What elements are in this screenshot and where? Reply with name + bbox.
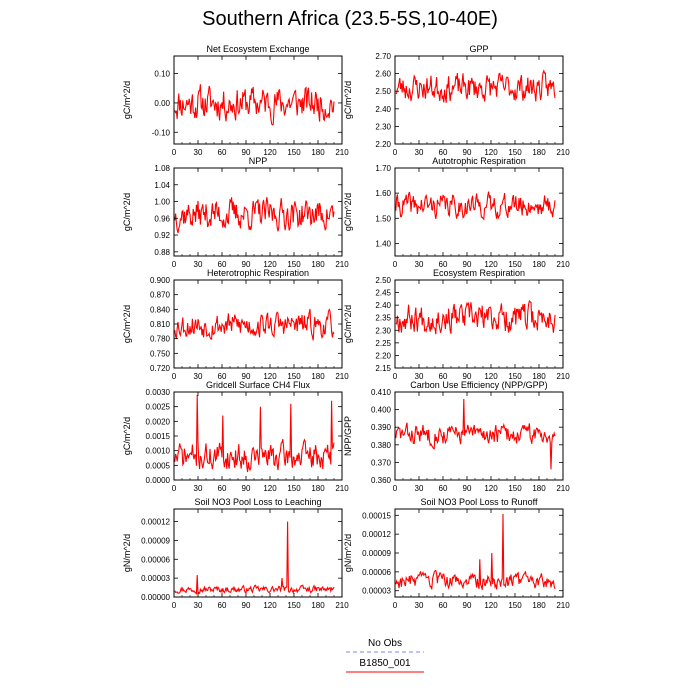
x-tick-label: 210 (556, 372, 570, 381)
y-axis-label: gN/m^2/d (343, 533, 353, 573)
x-tick-label: 0 (171, 372, 177, 381)
x-tick-label: 120 (263, 148, 277, 157)
panel-gpp (343, 44, 570, 157)
series-line-b1850-001 (396, 301, 555, 334)
page-title: Southern Africa (23.5-5S,10-40E) (202, 8, 498, 30)
series-line-b1850-001 (175, 309, 334, 340)
y-tick-label: 0.00012 (362, 530, 391, 540)
x-tick-label: 0 (392, 148, 398, 157)
x-tick-label: 60 (438, 601, 448, 610)
y-axis-label: gC/m^2/d (122, 416, 132, 456)
y-tick-label: 0.0015 (145, 432, 170, 441)
x-tick-label: 120 (263, 260, 277, 269)
y-tick-label: 0.900 (149, 276, 170, 285)
y-tick-label: 0.0020 (145, 417, 170, 427)
y-tick-label: 0.00006 (362, 567, 391, 577)
legend (340, 636, 430, 696)
y-tick-label: 2.50 (375, 87, 391, 97)
x-tick-label: 210 (335, 148, 349, 157)
x-tick-label: 30 (414, 148, 424, 157)
x-tick-label: 120 (484, 484, 498, 493)
x-tick-label: 0 (392, 484, 398, 493)
x-tick-label: 180 (311, 148, 325, 157)
y-tick-label: 0.750 (149, 349, 170, 359)
panel-autotrophic-respiration (343, 156, 570, 269)
y-tick-label: 0.00009 (141, 536, 170, 546)
y-tick-label: 0.00003 (362, 586, 391, 596)
panel-title: Net Ecosystem Exchange (206, 44, 310, 54)
x-tick-label: 60 (217, 372, 227, 381)
y-tick-label: 0.96 (154, 214, 170, 224)
series-line-b1850-001 (175, 84, 334, 125)
x-tick-label: 120 (484, 148, 498, 157)
y-tick-label: 2.30 (375, 326, 391, 336)
x-tick-label: 120 (484, 260, 498, 269)
x-tick-label: 210 (335, 260, 349, 269)
x-tick-label: 180 (311, 372, 325, 381)
x-tick-label: 90 (241, 372, 251, 381)
y-tick-label: 0.00000 (141, 593, 170, 602)
x-tick-label: 120 (484, 601, 498, 610)
x-tick-label: 90 (462, 260, 472, 269)
y-tick-label: 2.60 (375, 69, 391, 79)
panel-ecosystem-respiration (343, 268, 570, 381)
x-tick-label: 60 (438, 260, 448, 269)
y-tick-label: 0.360 (370, 476, 391, 485)
panel-heterotrophic-respiration (122, 268, 349, 381)
series-line-b1850-001 (396, 192, 555, 220)
x-tick-label: 180 (311, 484, 325, 493)
x-tick-label: 60 (217, 484, 227, 493)
y-tick-label: 2.20 (375, 140, 391, 149)
panel-soil-no3-pool-loss-to-leaching (122, 497, 349, 610)
x-tick-label: 0 (392, 260, 398, 269)
x-tick-label: 150 (508, 148, 522, 157)
panel-gridcell-surface-ch4-flux (122, 380, 349, 493)
legend-label-b1850: B1850_001 (359, 658, 411, 669)
x-tick-label: 180 (311, 601, 325, 610)
y-axis-label: gC/m^2/d (122, 304, 132, 344)
x-tick-label: 30 (193, 260, 203, 269)
panel-title: Gridcell Surface CH4 Flux (205, 380, 311, 390)
y-tick-label: 0.92 (154, 231, 170, 241)
x-tick-label: 180 (532, 601, 546, 610)
series-line-b1850-001 (175, 395, 334, 472)
y-tick-label: 1.40 (375, 239, 391, 249)
x-tick-label: 90 (241, 484, 251, 493)
x-tick-label: 0 (171, 484, 177, 493)
y-tick-label: 0.780 (149, 334, 170, 344)
y-tick-label: 2.15 (375, 364, 391, 373)
y-tick-label: 0.390 (370, 423, 391, 433)
x-tick-label: 180 (532, 260, 546, 269)
x-tick-label: 180 (532, 484, 546, 493)
y-tick-label: 1.70 (375, 164, 391, 173)
y-tick-label: 0.400 (370, 405, 391, 415)
y-tick-label: 0.0010 (145, 446, 170, 456)
x-tick-label: 60 (438, 484, 448, 493)
plot-frame (174, 509, 342, 597)
x-tick-label: 60 (438, 372, 448, 381)
y-tick-label: 2.45 (375, 288, 391, 298)
x-tick-label: 0 (171, 601, 177, 610)
plot-frame (395, 56, 563, 144)
y-tick-label: 0.00009 (362, 549, 391, 558)
y-tick-label: 0.810 (149, 320, 170, 329)
x-tick-label: 30 (193, 484, 203, 493)
y-tick-label: 0.00012 (141, 517, 170, 527)
y-tick-label: 0.0030 (145, 388, 170, 397)
y-tick-label: 1.04 (154, 180, 170, 190)
x-tick-label: 150 (287, 484, 301, 493)
panel-title: Autotrophic Respiration (432, 156, 526, 166)
x-tick-label: 120 (484, 372, 498, 381)
y-tick-label: 0.00003 (141, 574, 170, 584)
x-tick-label: 120 (263, 372, 277, 381)
y-tick-label: 0.0000 (145, 476, 170, 485)
panel-soil-no3-pool-loss-to-runoff (343, 497, 570, 610)
x-tick-label: 30 (193, 372, 203, 381)
y-tick-label: 2.40 (375, 104, 391, 114)
y-tick-label: 1.50 (375, 214, 391, 224)
legend-label-no-obs: No Obs (368, 638, 402, 649)
x-tick-label: 150 (508, 260, 522, 269)
y-tick-label: 2.30 (375, 122, 391, 132)
x-tick-label: 60 (217, 148, 227, 157)
x-tick-label: 90 (462, 601, 472, 610)
panel-title: Heterotrophic Respiration (206, 268, 310, 278)
panel-carbon-use-efficiency-npp-gpp (343, 380, 570, 493)
y-tick-label: 2.20 (375, 351, 391, 361)
y-tick-label: 0.870 (149, 290, 170, 300)
x-tick-label: 90 (462, 372, 472, 381)
y-tick-label: 0.0025 (145, 402, 170, 412)
y-tick-label: 0.840 (149, 305, 170, 315)
y-tick-label: 2.25 (375, 338, 391, 348)
panel-net-ecosystem-exchange (122, 44, 349, 157)
x-tick-label: 30 (193, 601, 203, 610)
x-tick-label: 30 (414, 484, 424, 493)
x-tick-label: 30 (414, 372, 424, 381)
series-line-b1850-001 (396, 514, 555, 590)
x-tick-label: 150 (508, 372, 522, 381)
x-tick-label: 150 (508, 484, 522, 493)
x-tick-label: 90 (462, 148, 472, 157)
y-tick-label: 0.10 (154, 69, 170, 79)
x-tick-label: 30 (414, 601, 424, 610)
x-tick-label: 0 (171, 260, 177, 269)
y-tick-label: 0.88 (154, 247, 170, 257)
y-tick-label: 0.0005 (145, 461, 170, 471)
panel-title: Ecosystem Respiration (432, 268, 526, 278)
x-tick-label: 180 (532, 148, 546, 157)
y-axis-label: gC/m^2/d (343, 80, 353, 120)
x-tick-label: 150 (508, 601, 522, 610)
y-tick-label: 0.410 (370, 388, 391, 397)
x-tick-label: 90 (462, 484, 472, 493)
x-tick-label: 210 (556, 148, 570, 157)
x-tick-label: 150 (287, 260, 301, 269)
y-tick-label: 1.60 (375, 189, 391, 199)
panel-title: Carbon Use Efficiency (NPP/GPP) (410, 380, 548, 390)
y-tick-label: 0.00006 (141, 555, 170, 565)
y-tick-label: 2.70 (375, 52, 391, 61)
series-line-b1850-001 (396, 399, 555, 469)
y-tick-label: 2.50 (375, 276, 391, 285)
y-axis-label: gC/m^2/d (122, 80, 132, 120)
x-tick-label: 210 (335, 372, 349, 381)
x-tick-label: 210 (556, 260, 570, 269)
x-tick-label: 30 (414, 260, 424, 269)
x-tick-label: 210 (335, 601, 349, 610)
panel-title: Soil NO3 Pool Loss to Runoff (420, 497, 538, 507)
x-tick-label: 30 (193, 148, 203, 157)
x-tick-label: 150 (287, 601, 301, 610)
y-tick-label: -0.10 (151, 128, 170, 138)
y-tick-label: 2.35 (375, 313, 391, 323)
x-tick-label: 120 (263, 601, 277, 610)
x-tick-label: 0 (171, 148, 177, 157)
x-tick-label: 210 (556, 484, 570, 493)
y-tick-label: 0.370 (370, 458, 391, 468)
y-tick-label: 2.40 (375, 301, 391, 311)
x-tick-label: 180 (311, 260, 325, 269)
x-tick-label: 150 (287, 372, 301, 381)
x-tick-label: 90 (241, 260, 251, 269)
x-tick-label: 180 (532, 372, 546, 381)
panel-title: Soil NO3 Pool Loss to Leaching (194, 497, 322, 507)
y-tick-label: 0.00015 (362, 511, 391, 521)
x-tick-label: 60 (217, 601, 227, 610)
x-tick-label: 60 (438, 148, 448, 157)
x-tick-label: 120 (263, 484, 277, 493)
series-line-b1850-001 (396, 71, 555, 103)
y-tick-label: 1.00 (154, 197, 170, 207)
panel-title: GPP (469, 44, 489, 54)
x-tick-label: 0 (392, 601, 398, 610)
x-tick-label: 210 (556, 601, 570, 610)
panel-title: NPP (248, 156, 268, 166)
x-tick-label: 150 (287, 148, 301, 157)
series-line-b1850-001 (175, 197, 334, 233)
y-axis-label: gN/m^2/d (122, 533, 132, 573)
x-tick-label: 90 (241, 148, 251, 157)
y-tick-label: 0.00 (154, 98, 170, 108)
x-tick-label: 0 (392, 372, 398, 381)
x-tick-label: 90 (241, 601, 251, 610)
series-line-b1850-001 (175, 522, 334, 595)
y-axis-label: gC/m^2/d (343, 192, 353, 232)
x-tick-label: 210 (335, 484, 349, 493)
y-axis-label: gC/m^2/d (122, 192, 132, 232)
y-tick-label: 1.08 (154, 164, 170, 173)
y-tick-label: 0.720 (149, 364, 170, 373)
y-axis-label: NPP/GPP (343, 415, 353, 457)
x-tick-label: 60 (217, 260, 227, 269)
panel-npp (122, 156, 349, 269)
y-tick-label: 0.380 (370, 440, 391, 450)
y-axis-label: gC/m^2/d (343, 304, 353, 344)
